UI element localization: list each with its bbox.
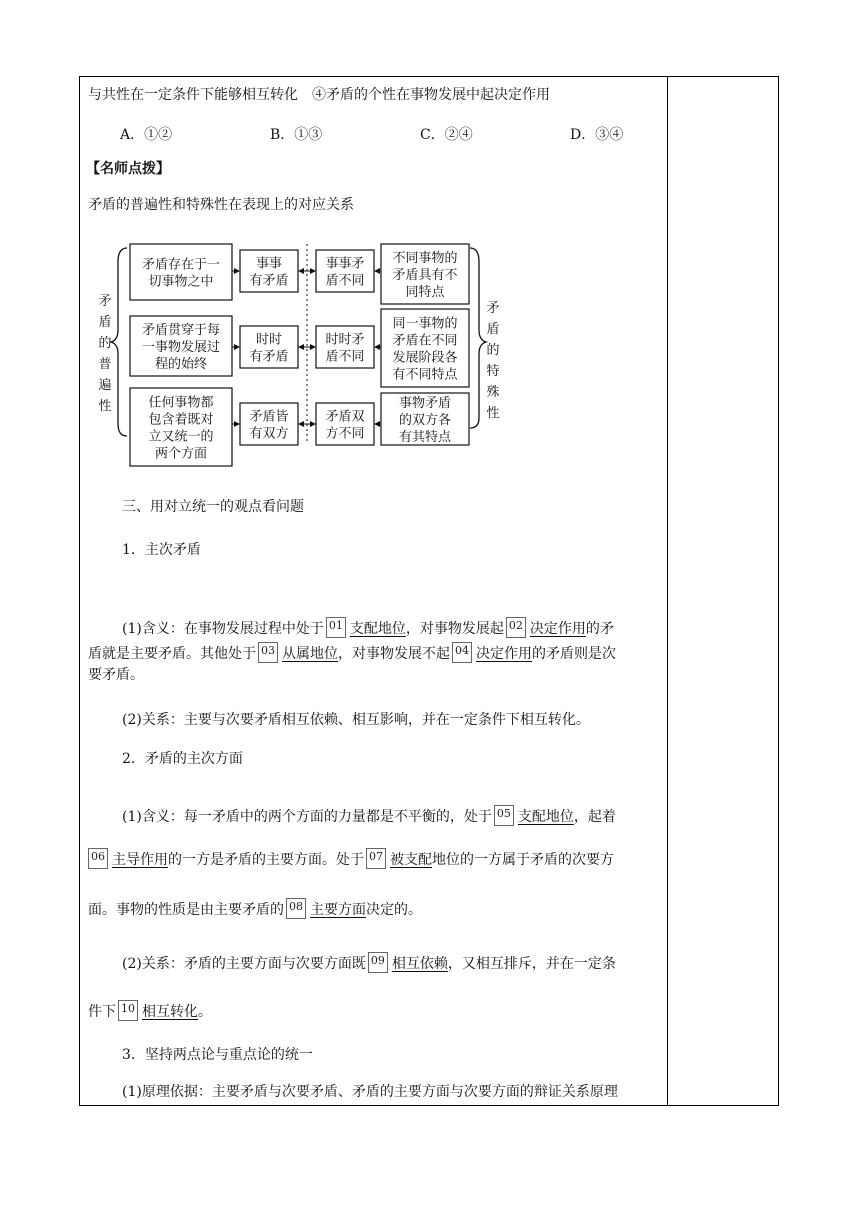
s2-para2-line1: (2)关系：矛盾的主要方面与次要方面既 09 相互依赖，又相互排斥，并在一定条 (122, 954, 616, 972)
left-label-char: 矛 (98, 294, 112, 309)
universality-box-text: 任何事物都 (148, 395, 214, 411)
particularity-summary-box-text: 方不同 (325, 426, 365, 442)
s1-title: 1．主次矛盾 (122, 542, 201, 558)
particularity-box-text: 有不同特点 (392, 367, 458, 383)
universality-summary-box-text: 有矛盾 (249, 349, 289, 365)
universality-box-text: 矛盾存在于一 (141, 257, 221, 273)
universality-box-text: 切事物之中 (148, 274, 214, 290)
particularity-summary-box-text: 盾不同 (325, 273, 365, 289)
blank-number-08: 08 (286, 898, 306, 919)
s1-para2: (2)关系：主要与次要矛盾相互依赖、相互影响，并在一定条件下相互转化。 (122, 712, 590, 728)
left-label-char: 性 (98, 399, 112, 414)
left-label-char: 普 (98, 357, 112, 372)
universality-box-text: 包含着既对 (148, 412, 214, 428)
answer-09: 相互依赖 (391, 956, 448, 972)
particularity-box-text: 不同事物的 (392, 251, 458, 266)
particularity-box-text: 发展阶段各 (392, 350, 458, 366)
particularity-summary-box-text: 事事矛 (325, 256, 365, 272)
right-label-char: 的 (486, 343, 500, 358)
answer-07: 被支配 (390, 852, 432, 868)
particularity-box-text: 事物矛盾 (398, 396, 452, 411)
s1-para1-line1: (1)含义：在事物发展过程中处于 01 支配地位，对事物发展起 02 决定作用的矛 (122, 619, 614, 637)
blank-number-03: 03 (258, 642, 278, 663)
universality-summary-box-text: 时时 (255, 332, 283, 348)
universality-summary-box-text: 事事 (255, 256, 283, 272)
universality-box-text: 程的始终 (154, 357, 208, 372)
left-brace (111, 248, 127, 436)
particularity-summary-box-text: 盾不同 (325, 349, 365, 365)
option-c: C．②④ (420, 127, 473, 143)
particularity-box-text: 的双方各 (398, 413, 452, 428)
particularity-summary-box-text: 时时矛 (325, 332, 365, 348)
right-side-label (486, 301, 499, 421)
s1-para1-line2: 盾就是主要矛盾。其他处于 03 从属地位，对事物发展不起 04 决定作用的矛盾则是次 (88, 644, 616, 662)
particularity-box-text: 矛盾具有不 (392, 268, 458, 283)
top-line: 与共性在一定条件下能够相互转化 ④矛盾的个性在事物发展中起决定作用 (88, 87, 550, 103)
blank-number-04: 04 (452, 642, 472, 663)
right-label-char: 性 (486, 406, 500, 421)
answer-04: 决定作用 (476, 646, 532, 662)
blank-number-02: 02 (506, 617, 526, 638)
universality-box-text: 一事物发展过 (141, 340, 221, 355)
blank-number-01: 01 (326, 617, 346, 638)
right-label-char: 殊 (486, 385, 500, 400)
table-column-divider (667, 76, 668, 1106)
universality-box-text: 矛盾贯穿于每 (141, 323, 221, 338)
left-side-label (98, 294, 111, 414)
s2-para2-line2: 件下 10 相互转化。 (88, 1002, 212, 1020)
universality-summary-box-text: 矛盾皆 (249, 409, 289, 425)
s3-para1: (1)原理依据：主要矛盾与次要矛盾、矛盾的主要方面与次要方面的辩证关系原理 (122, 1084, 618, 1100)
particularity-box-text: 矛盾在不同 (392, 333, 458, 349)
section3-title: 三、用对立统一的观点看问题 (122, 499, 304, 515)
blank-number-09: 09 (368, 952, 388, 973)
right-brace (470, 248, 486, 428)
particularity-box-text: 同特点 (405, 285, 445, 300)
right-label-char: 盾 (486, 322, 500, 337)
blank-number-07: 07 (366, 848, 386, 869)
answer-05: 支配地位 (517, 809, 574, 825)
particularity-summary-box-text: 矛盾双 (325, 409, 365, 425)
blank-number-05: 05 (494, 805, 514, 826)
answer-02: 决定作用 (529, 621, 586, 637)
universality-box-text: 立又统一的 (148, 429, 214, 445)
tip-heading: 【名师点拨】 (86, 161, 170, 177)
diagram-row (130, 244, 469, 304)
universality-summary-box-text: 有双方 (249, 426, 289, 442)
s3-title: 3．坚持两点论与重点论的统一 (122, 1047, 313, 1063)
s2-para1-line3: 面。事物的性质是由主要矛盾的 08 主要方面决定的。 (88, 900, 422, 918)
blank-number-06: 06 (88, 848, 108, 869)
answer-03: 从属地位 (282, 646, 338, 662)
right-label-char: 特 (486, 364, 500, 379)
left-label-char: 遍 (98, 378, 112, 393)
right-label-char: 矛 (486, 301, 500, 316)
option-b: B．①③ (270, 127, 323, 143)
diagram-row (130, 309, 469, 387)
particularity-box-text: 有其特点 (398, 430, 452, 445)
s2-para1-line2: 06 主导作用的一方是矛盾的主要方面。处于 07 被支配地位的一方属于矛盾的次要方 (88, 848, 614, 869)
universality-box-text: 两个方面 (154, 446, 208, 462)
tip-intro: 矛盾的普遍性和特殊性在表现上的对应关系 (88, 197, 354, 213)
universality-summary-box-text: 有矛盾 (249, 273, 289, 289)
blank-number-10: 10 (118, 1000, 138, 1021)
option-a: A．①② (120, 127, 173, 143)
particularity-box-text: 同一事物的 (392, 316, 458, 332)
s1-para1-line3: 要矛盾。 (88, 667, 144, 683)
answer-01: 支配地位 (349, 621, 406, 637)
s2-title: 2．矛盾的主次方面 (122, 751, 243, 767)
option-d: D．③④ (570, 127, 624, 143)
contradiction-diagram (0, 236, 860, 476)
answer-08: 主要方面 (310, 902, 366, 918)
answer-10: 相互转化 (142, 1004, 198, 1020)
left-label-char: 的 (98, 336, 112, 351)
diagram-row (130, 388, 469, 466)
left-label-char: 盾 (98, 315, 112, 330)
answer-06: 主导作用 (112, 852, 168, 868)
s2-para1-line1: (1)含义：每一矛盾中的两个方面的力量都是不平衡的，处于 05 支配地位，起着 (122, 807, 616, 825)
